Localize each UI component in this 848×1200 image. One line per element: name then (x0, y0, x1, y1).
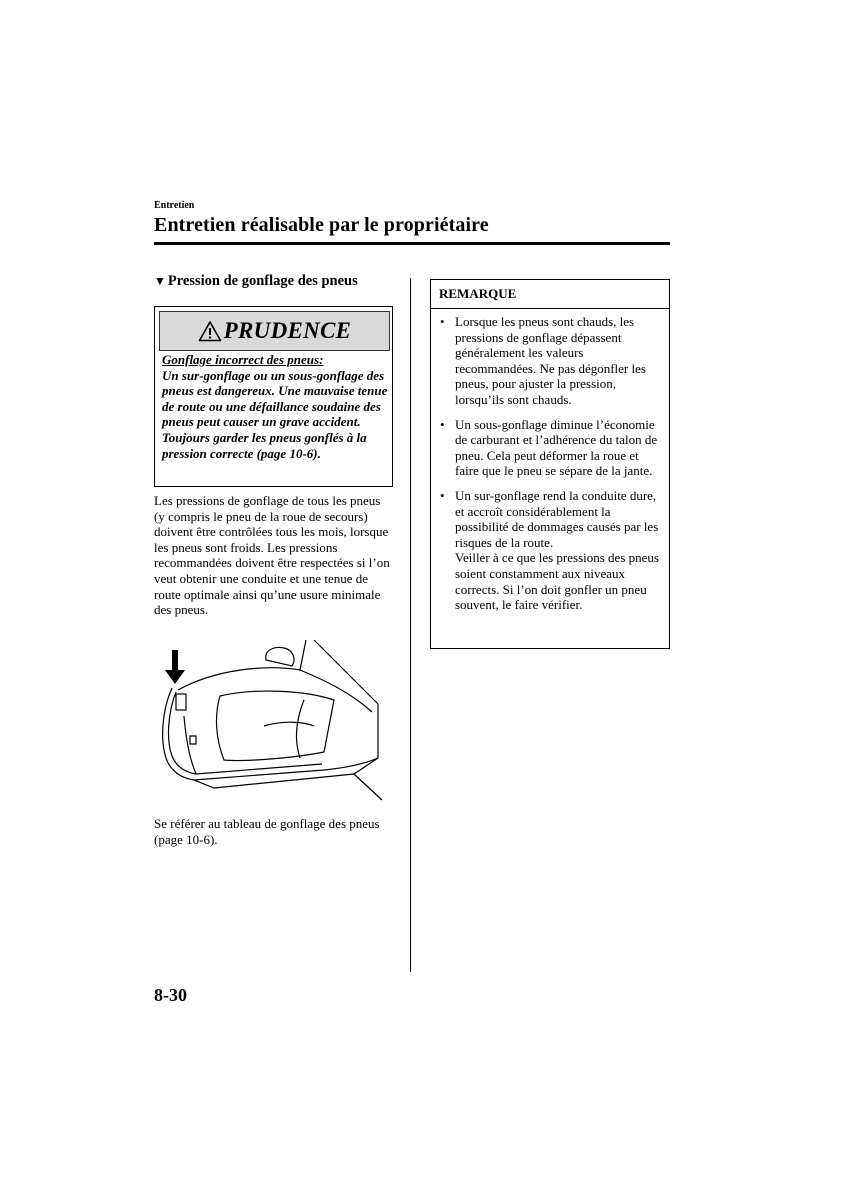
caution-title: PRUDENCE (223, 318, 352, 343)
note-item-text: Lorsque les pneus sont chauds, les pressions de gonflage dépassent généralement les valeurs recommandées. Ne pas dégonfler les pneus, pour ajuster la pression, lorsqu’ils sont chauds. (455, 314, 646, 407)
caution-lead: Gonflage incorrect des pneus: (162, 352, 324, 367)
paragraph-reference: Se référer au tableau de gonflage des pneus (page 10-6). (154, 816, 380, 847)
subheading (154, 273, 358, 290)
note-item (431, 488, 669, 613)
page-title: Entretien réalisable par le propriétaire (154, 214, 489, 236)
title-rule (154, 242, 670, 245)
note-item-text: Un sous-gonflage diminue l’économie de carburant et l’adhérence du talon de pneu. Cela peut déformer la roue et faire que le pneu se sépare de la jante. (455, 416, 658, 479)
bullet-icon: • (440, 487, 445, 503)
note-item-extra: Veiller à ce que les pressions des pneus soient constamment aux niveaux corrects. Si l’on doit gonfler un pneu souvent, le faire vérifier. (455, 550, 659, 613)
note-list (431, 314, 669, 622)
note-item (431, 314, 669, 408)
door-jamb-label-illustration (154, 640, 394, 805)
caution-header (159, 311, 390, 351)
note-item-text: Un sur-gonflage rend la conduite dure, et accroît considérablement la possibilité de dommages causés par les risques de la route. (455, 487, 659, 550)
down-triangle-icon: ▼ (154, 274, 166, 288)
bullet-icon: • (440, 416, 445, 432)
note-header (431, 280, 669, 309)
note-box (430, 279, 670, 649)
note-title: REMARQUE (439, 286, 517, 301)
caution-box (154, 306, 393, 487)
note-item (431, 417, 669, 479)
page-number: 8-30 (154, 985, 187, 1005)
column-divider (410, 278, 411, 972)
caution-text: Un sur-gonflage ou un sous-gonflage des pneus est dangereux. Une mauvaise tenue de route ou une défaillance soudaine des pneus peut causer un grave accident. Toujours garder les pneus gonflés à la pression correcte (page 10-6). (162, 367, 388, 461)
section-label: Entretien (154, 200, 195, 211)
caution-body (162, 352, 388, 461)
warning-triangle-icon (198, 320, 222, 342)
bullet-icon: • (440, 314, 445, 329)
paragraph-inflation: Les pressions de gonflage de tous les pneus (y compris le pneu de la roue de secours) doivent être contrôlées tous les mois, lorsque les pneus sont froids. Les pressions recommandées doivent être respectées si l’on veut obtenir une conduite et une tenue de route optimale ainsi qu’une usure minimale des pneus. (154, 493, 390, 618)
subheading-text: Pression de gonflage des pneus (167, 273, 358, 289)
